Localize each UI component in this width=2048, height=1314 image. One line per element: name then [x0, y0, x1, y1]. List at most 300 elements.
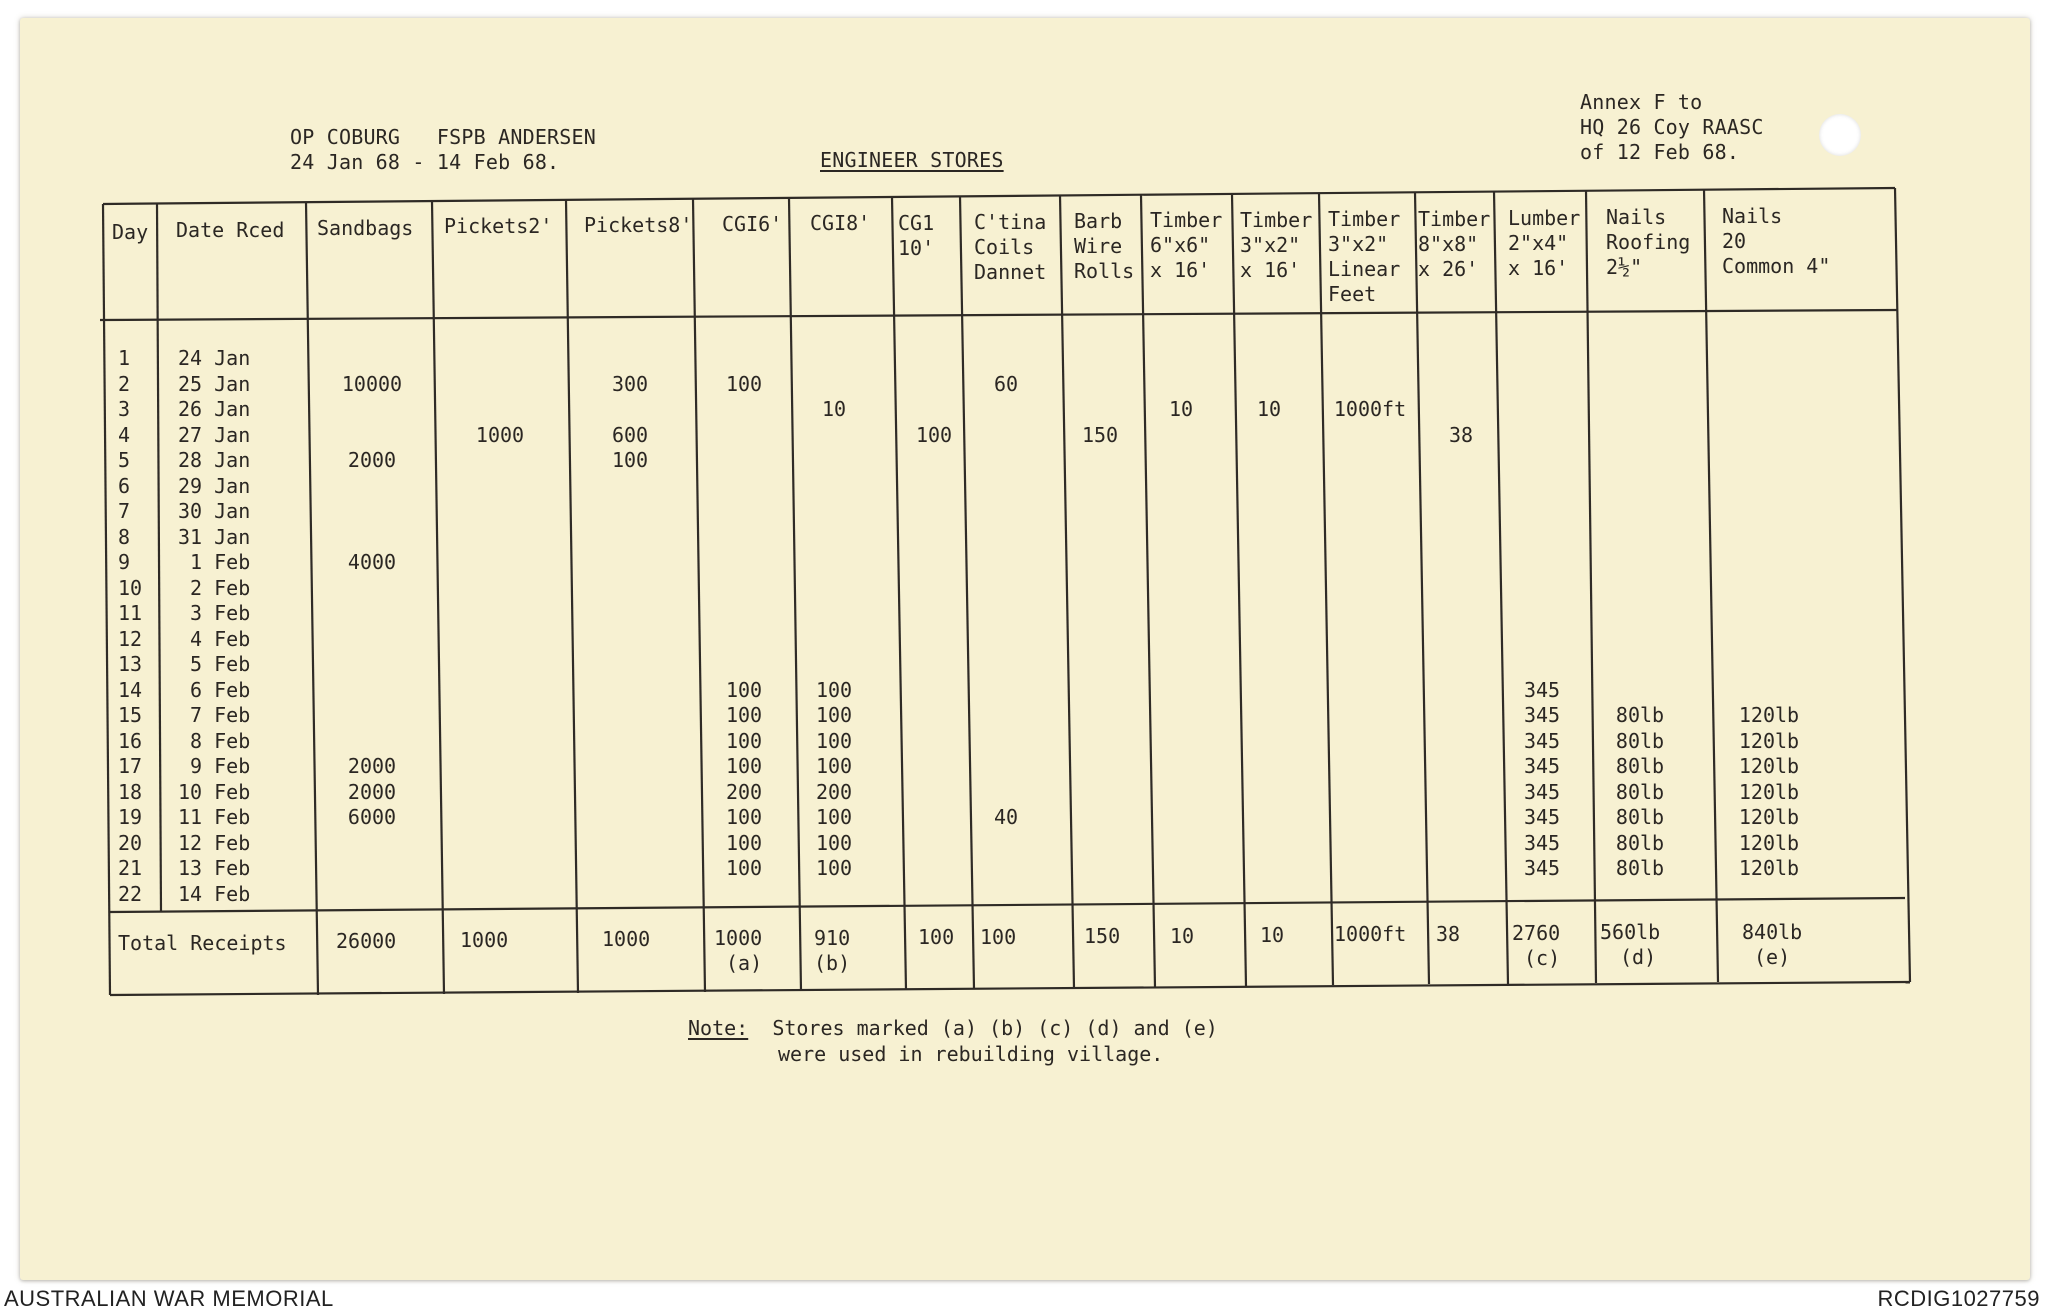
table-cell — [1446, 882, 1476, 908]
table-cell: 22 — [118, 881, 143, 906]
table-cell — [716, 882, 772, 908]
total-mark: (e) — [1754, 945, 1791, 969]
table-cell — [1520, 550, 1564, 576]
table-cell: 6 Feb — [178, 677, 251, 702]
table-cell — [1166, 780, 1196, 806]
table-cell — [460, 729, 540, 755]
table-cell — [600, 754, 660, 780]
table-cell — [1254, 423, 1284, 449]
table-cell — [716, 499, 772, 525]
table-cell — [332, 397, 412, 423]
table-cell: 14 — [118, 677, 143, 702]
table-cell: 9 Feb — [178, 754, 251, 778]
total-mark: (a) — [726, 951, 763, 975]
operation-dates: 24 Jan 68 - 14 Feb 68. — [290, 150, 560, 174]
table-cell — [986, 423, 1026, 449]
table-cell — [1080, 525, 1120, 551]
table-cell — [806, 550, 862, 576]
table-cell — [1080, 678, 1120, 704]
table-cell — [1330, 627, 1410, 653]
total-cgi8 — [814, 926, 850, 976]
table-cell: 29 Jan — [178, 473, 251, 498]
table-cell: 80lb — [1615, 703, 1665, 727]
table-cell — [1254, 703, 1284, 729]
table-cell: 31 Jan — [178, 524, 251, 549]
column-barb-wire — [1080, 346, 1120, 907]
note-text: were used in rebuilding village. — [778, 1042, 1164, 1066]
total-cgi6 — [714, 926, 762, 976]
table-cell — [1330, 703, 1410, 729]
total-pickets8: 1000 — [602, 927, 651, 951]
table-cell — [1734, 576, 1804, 602]
table-cell: 8 — [118, 524, 131, 549]
table-cell — [332, 729, 412, 755]
table-cell — [460, 856, 540, 882]
table-cell — [460, 780, 540, 806]
table-cell: 100 — [725, 728, 763, 753]
header-line: x 26' — [1418, 257, 1479, 281]
table-cell: 80lb — [1615, 856, 1665, 880]
table-cell — [1446, 627, 1476, 653]
table-cell — [1254, 754, 1284, 780]
table-cell — [806, 372, 862, 398]
table-cell — [460, 652, 540, 678]
table-cell — [332, 423, 412, 449]
column-timber-linear — [1330, 346, 1410, 907]
table-cell — [460, 474, 540, 500]
table-cell — [1446, 703, 1476, 729]
table-cell: 8 Feb — [178, 728, 251, 753]
column-ctina — [986, 346, 1026, 907]
table-cell: 28 Jan — [178, 448, 251, 472]
table-cell — [1734, 678, 1804, 704]
table-cell — [1446, 372, 1476, 398]
table-cell: 100 — [815, 830, 853, 855]
table-cell — [1446, 729, 1476, 755]
table-cell — [600, 703, 660, 729]
table-cell — [806, 474, 862, 500]
table-cell — [1166, 729, 1196, 755]
table-cell — [906, 372, 962, 398]
table-cell — [1446, 397, 1476, 423]
header-line: Lumber — [1508, 206, 1581, 230]
table-cell — [460, 831, 540, 857]
table-cell — [1080, 652, 1120, 678]
column-header-ctina — [974, 210, 1046, 285]
table-cell — [460, 627, 540, 653]
table-cell — [1254, 831, 1284, 857]
total-sandbags: 26000 — [336, 929, 397, 953]
total-mark: (b) — [814, 951, 851, 975]
table-cell — [332, 882, 412, 908]
table-cell: 7 Feb — [178, 703, 251, 727]
table-cell — [1080, 805, 1120, 831]
table-cell: 120lb — [1738, 703, 1800, 727]
table-cell — [332, 831, 412, 857]
table-cell — [1610, 678, 1670, 704]
table-cell — [1610, 499, 1670, 525]
table-cell — [1330, 754, 1410, 780]
column-header-pickets2: Pickets2' — [444, 214, 553, 238]
total-value: 910 — [814, 926, 851, 950]
archive-id: RCDIG1027759 — [1877, 1286, 2040, 1311]
table-cell — [1446, 474, 1476, 500]
column-header-timber-6x6 — [1150, 208, 1222, 283]
column-cgi6 — [716, 346, 772, 907]
table-cell: 100 — [915, 422, 953, 447]
table-cell: 14 Feb — [178, 881, 251, 906]
table-cell — [986, 576, 1026, 602]
column-pickets8 — [600, 346, 660, 907]
table-cell: 100 — [815, 754, 853, 778]
table-cell — [460, 882, 540, 908]
total-timber-linear: 1000ft — [1334, 922, 1407, 946]
table-cell: 120lb — [1738, 830, 1800, 855]
table-cell: 2 Feb — [178, 575, 251, 600]
table-cell — [716, 627, 772, 653]
table-cell — [1734, 346, 1804, 372]
table-cell — [986, 780, 1026, 806]
table-cell: 1 — [118, 346, 131, 370]
table-cell — [332, 474, 412, 500]
table-cell — [1080, 448, 1120, 474]
table-cell — [1166, 346, 1196, 372]
table-cell: 2000 — [347, 448, 397, 472]
column-header-day: Day — [112, 220, 149, 244]
header-line: Nails — [1722, 204, 1783, 228]
table-cell — [1254, 856, 1284, 882]
column-days — [118, 346, 142, 907]
table-cell — [332, 346, 412, 372]
table-cell — [600, 474, 660, 500]
table-cell: 345 — [1523, 779, 1561, 804]
column-nails-roofing — [1610, 346, 1670, 907]
table-cell — [906, 703, 962, 729]
table-cell — [332, 652, 412, 678]
table-cell — [1520, 627, 1564, 653]
table-cell: 100 — [611, 448, 649, 472]
header-line: x 16' — [1240, 258, 1301, 282]
table-cell: 300 — [611, 371, 649, 396]
table-cell — [1330, 856, 1410, 882]
table-cell — [1330, 499, 1410, 525]
table-cell — [1254, 882, 1284, 908]
table-cell — [1446, 499, 1476, 525]
table-cell — [1080, 474, 1120, 500]
header-line: CG1 — [898, 211, 935, 235]
table-cell — [1610, 550, 1670, 576]
table-cell: 100 — [815, 805, 853, 829]
table-cell — [1610, 652, 1670, 678]
table-cell: 100 — [725, 856, 763, 880]
table-cell — [806, 882, 862, 908]
table-cell — [1254, 805, 1284, 831]
table-cell — [1330, 601, 1410, 627]
table-cell — [1166, 754, 1196, 780]
table-cell — [1080, 397, 1120, 423]
table-cell — [806, 652, 862, 678]
table-cell — [1166, 525, 1196, 551]
table-cell — [1446, 550, 1476, 576]
table-cell: 2000 — [347, 779, 397, 804]
column-cg1 — [906, 346, 962, 907]
table-cell — [986, 652, 1026, 678]
column-timber-3x2 — [1254, 346, 1284, 907]
table-cell — [1254, 346, 1284, 372]
total-cg1: 100 — [918, 925, 955, 949]
column-dates — [178, 346, 250, 907]
column-sandbags — [332, 346, 412, 907]
table-cell — [460, 576, 540, 602]
table-cell — [716, 448, 772, 474]
table-cell: 200 — [815, 779, 853, 804]
table-cell — [460, 372, 540, 398]
table-cell — [906, 397, 962, 423]
table-cell — [806, 525, 862, 551]
table-cell — [1254, 499, 1284, 525]
table-cell — [906, 499, 962, 525]
table-cell — [1080, 729, 1120, 755]
table-cell — [1734, 627, 1804, 653]
header-line: Coils — [974, 235, 1035, 259]
table-cell: 12 Feb — [178, 830, 251, 855]
table-cell: 20 — [118, 830, 143, 855]
table-cell: 12 — [118, 626, 143, 651]
table-cell: 100 — [815, 703, 853, 727]
table-cell — [1734, 882, 1804, 908]
table-cell — [906, 678, 962, 704]
table-cell — [1254, 550, 1284, 576]
table-cell — [1610, 346, 1670, 372]
totals-label: Total Receipts — [118, 931, 287, 955]
table-cell: 25 Jan — [178, 371, 251, 396]
table-cell — [806, 499, 862, 525]
table-cell — [1166, 474, 1196, 500]
table-cell: 100 — [725, 371, 763, 396]
table-cell — [1080, 576, 1120, 602]
table-cell: 5 — [118, 448, 131, 472]
table-cell: 600 — [611, 422, 649, 447]
table-cell — [1520, 576, 1564, 602]
table-cell — [1080, 754, 1120, 780]
note-label: Note: — [688, 1016, 749, 1040]
table-cell: 11 — [118, 601, 143, 625]
table-cell: 26 Jan — [178, 397, 251, 421]
table-cell — [1446, 754, 1476, 780]
table-cell — [986, 601, 1026, 627]
table-cell: 17 — [118, 754, 143, 778]
table-cell — [906, 525, 962, 551]
table-cell: 6000 — [347, 805, 397, 829]
table-cell — [1734, 550, 1804, 576]
table-cell — [460, 448, 540, 474]
table-cell — [1446, 805, 1476, 831]
table-cell: 2000 — [347, 754, 397, 778]
table-cell — [1446, 346, 1476, 372]
table-cell — [1610, 525, 1670, 551]
table-cell — [1330, 448, 1410, 474]
column-header-lumber — [1508, 206, 1580, 281]
column-header-timber-3x2 — [1240, 208, 1312, 283]
header-line: 2"x4" — [1508, 231, 1569, 255]
table-cell: 27 Jan — [178, 422, 251, 447]
table-cell — [986, 448, 1026, 474]
table-cell: 120lb — [1738, 779, 1800, 804]
archive-credit: AUSTRALIAN WAR MEMORIAL — [4, 1286, 334, 1311]
table-cell — [460, 601, 540, 627]
table-cell — [460, 550, 540, 576]
header-line: Common 4" — [1722, 254, 1831, 278]
header-line: x 16' — [1508, 256, 1569, 280]
table-cell — [1166, 499, 1196, 525]
total-value: 840lb — [1742, 920, 1803, 944]
table-cell — [716, 423, 772, 449]
table-cell — [806, 448, 862, 474]
table-cell — [600, 550, 660, 576]
total-value: 1000 — [714, 926, 763, 950]
header-line: Timber — [1328, 207, 1401, 231]
table-cell: 38 — [1448, 422, 1474, 447]
table-cell — [332, 856, 412, 882]
table-cell — [1330, 550, 1410, 576]
table-cell — [1080, 882, 1120, 908]
table-cell — [1330, 805, 1410, 831]
table-cell: 60 — [993, 371, 1019, 396]
table-cell: 10000 — [341, 371, 403, 396]
total-ctina: 100 — [980, 925, 1017, 949]
total-mark: (d) — [1620, 945, 1657, 969]
table-cell — [1446, 678, 1476, 704]
header-line: Feet — [1328, 282, 1377, 306]
table-cell — [600, 678, 660, 704]
table-cell — [716, 525, 772, 551]
table-cell — [1610, 627, 1670, 653]
table-cell: 1 Feb — [178, 550, 251, 574]
total-timber-6x6: 10 — [1170, 924, 1195, 948]
header-line: Wire — [1074, 234, 1123, 258]
table-cell — [716, 474, 772, 500]
table-cell: 200 — [725, 779, 763, 804]
table-cell — [1610, 601, 1670, 627]
header-line: Timber — [1150, 208, 1223, 232]
table-cell: 5 Feb — [178, 652, 251, 676]
annex-line: of 12 Feb 68. — [1580, 140, 1740, 164]
table-cell — [1166, 856, 1196, 882]
table-cell — [332, 525, 412, 551]
table-cell: 16 — [118, 728, 143, 753]
table-cell — [1080, 601, 1120, 627]
table-cell — [1166, 423, 1196, 449]
table-cell: 100 — [725, 805, 763, 829]
table-cell — [906, 627, 962, 653]
table-cell — [460, 678, 540, 704]
table-cell — [1254, 601, 1284, 627]
column-header-nails-roofing — [1606, 205, 1690, 280]
table-cell: 345 — [1523, 677, 1561, 702]
table-cell: 100 — [725, 830, 763, 855]
table-cell — [460, 703, 540, 729]
table-cell — [986, 550, 1026, 576]
table-cell — [1254, 474, 1284, 500]
table-cell: 11 Feb — [178, 805, 251, 829]
table-cell — [1254, 678, 1284, 704]
table-cell: 345 — [1523, 754, 1561, 778]
column-pickets2 — [460, 346, 540, 907]
column-header-barb-wire — [1074, 209, 1134, 284]
table-cell — [332, 576, 412, 602]
table-cell — [1520, 601, 1564, 627]
column-header-timber-8x8 — [1418, 207, 1490, 282]
table-cell — [1520, 474, 1564, 500]
header-line: Dannet — [974, 260, 1047, 284]
header-line: Timber — [1418, 207, 1491, 231]
table-cell — [906, 882, 962, 908]
table-cell — [1166, 550, 1196, 576]
table-cell — [806, 576, 862, 602]
table-cell — [906, 729, 962, 755]
table-cell — [460, 754, 540, 780]
note-text: Stores marked (a) (b) (c) (d) and (e) — [772, 1016, 1218, 1040]
table-cell — [986, 474, 1026, 500]
table-cell: 3 Feb — [178, 601, 251, 625]
header-line: 2½" — [1606, 255, 1643, 279]
table-cell — [1520, 448, 1564, 474]
table-cell — [906, 754, 962, 780]
table-cell: 15 — [118, 703, 143, 727]
table-cell — [1520, 525, 1564, 551]
table-cell — [1446, 448, 1476, 474]
table-cell: 80lb — [1615, 754, 1665, 778]
table-cell: 345 — [1523, 805, 1561, 829]
table-cell — [806, 346, 862, 372]
table-cell — [906, 831, 962, 857]
table-cell: 120lb — [1738, 805, 1800, 829]
table-cell: 13 Feb — [178, 856, 251, 880]
table-cell — [986, 499, 1026, 525]
annex-line: Annex F to — [1580, 90, 1703, 114]
table-cell: 100 — [725, 754, 763, 778]
header-line: x 16' — [1150, 258, 1211, 282]
total-timber-8x8: 38 — [1436, 922, 1461, 946]
total-timber-3x2: 10 — [1260, 923, 1285, 947]
table-cell — [716, 397, 772, 423]
table-cell — [906, 856, 962, 882]
table-cell — [600, 499, 660, 525]
table-cell — [332, 703, 412, 729]
table-cell — [1166, 372, 1196, 398]
table-cell — [1734, 499, 1804, 525]
table-cell — [986, 703, 1026, 729]
table-cell — [600, 780, 660, 806]
table-cell — [806, 627, 862, 653]
operation-name: OP COBURG FSPB ANDERSEN — [290, 125, 597, 149]
table-cell: 2 — [118, 371, 131, 396]
table-cell — [1080, 703, 1120, 729]
table-cell — [1254, 780, 1284, 806]
table-cell: 7 — [118, 499, 131, 523]
column-header-timber-linear — [1328, 207, 1400, 307]
table-cell: 345 — [1523, 856, 1561, 880]
table-cell — [332, 678, 412, 704]
table-cell — [332, 601, 412, 627]
table-cell — [1734, 423, 1804, 449]
table-cell: 10 Feb — [178, 779, 251, 804]
table-cell: 100 — [815, 728, 853, 753]
table-cell — [1080, 780, 1120, 806]
table-cell — [716, 346, 772, 372]
table-cell — [1254, 372, 1284, 398]
table-cell — [332, 627, 412, 653]
